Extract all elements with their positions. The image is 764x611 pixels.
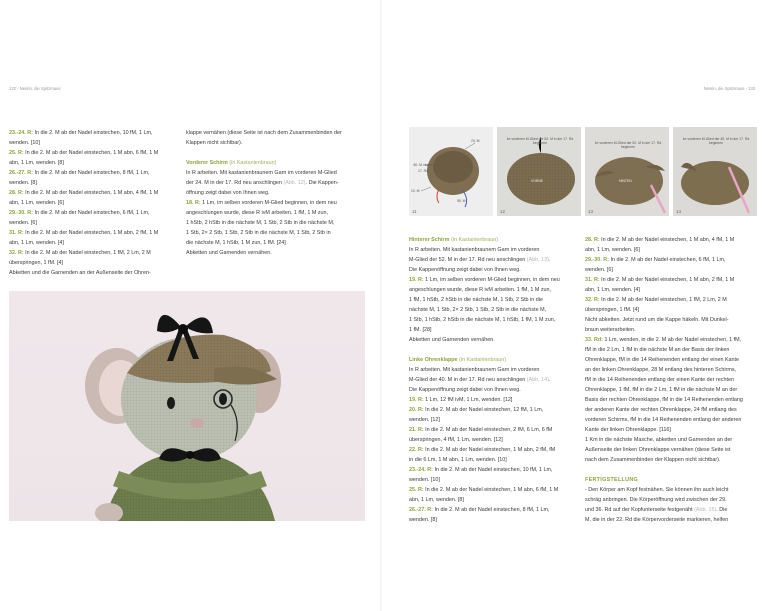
text-line (409, 375, 579, 385)
row-label: 32. R: (585, 297, 600, 303)
linke-ohrenklappe-body (409, 365, 579, 525)
row-label: 26.-27. R: (409, 507, 433, 513)
text-line (585, 485, 757, 495)
line-text: M, die in der 22. Rd die Körpervorderseite markieren, helfen (585, 517, 729, 523)
section-title-linke-ohrenklappe (409, 355, 579, 365)
text-line (585, 375, 757, 385)
text-line (186, 198, 366, 208)
line-text: schräg anbringen. Die Körperöffnung wird zwischen der 29. (585, 497, 727, 503)
text-line (585, 505, 757, 515)
line-text: in die 6 Lm, 1 M abn, 1 Lm, wenden. [10] (409, 457, 507, 463)
text-line (585, 425, 757, 435)
line-text: die nächste M, 1 hStb, 1 M zun, 1 fM. [24] (186, 240, 286, 246)
text-line (9, 248, 181, 258)
text-line (9, 208, 181, 218)
text-line (9, 178, 181, 188)
thumb-label: 17. Rd (418, 169, 428, 173)
text-line (186, 188, 366, 198)
left-column-2 (186, 128, 366, 258)
text-line (409, 405, 579, 415)
right-column-1 (409, 235, 579, 525)
text-line (585, 345, 757, 355)
text-line (585, 245, 757, 255)
line-text: In die 2. M ab der Nadel einstechen, 1 M abn, 2 fM, 1 M (23, 230, 159, 236)
line-text: 1 Lm, 12 fM ivM, 1 Lm, wenden. [12] (423, 397, 513, 403)
thumb-label: VORNE (531, 179, 544, 183)
text-line (409, 325, 579, 335)
row-label: 23.-24. R: (409, 467, 433, 473)
step-photo-14 (673, 127, 757, 216)
line-text: Abketten und Garnenden vernähen. (409, 337, 495, 343)
right-column-2-body (585, 235, 757, 465)
text-line (585, 325, 757, 335)
text-line (186, 248, 366, 258)
text-line (585, 365, 757, 375)
line-text: der anderen Kante der rechten Ohrenklappe, 24 fM entlang des (585, 407, 737, 413)
line-text: 1 hStb, 2 hStb in die nächste M, 1 Stb, 2 Stb in die nächste M, (186, 220, 335, 226)
text-line (585, 295, 757, 305)
section-subtitle: (in Kastanienbraun) (229, 160, 277, 166)
figure-reference: (Abb. 13) (526, 257, 549, 263)
line-text: Außenseite der linken Ohrenklappe vernähen (diese Seite ist (585, 447, 731, 453)
section-title-hinterer-schirm (409, 235, 579, 245)
text-line (9, 168, 181, 178)
line-text: wenden. [10] (409, 477, 440, 483)
line-text: öffnung zeigt dabei von Ihnen weg. (186, 190, 270, 196)
text-line (186, 218, 366, 228)
line-text: braun weiterarbeiten. (585, 327, 636, 333)
line-text: In die 2. M ab der Nadel einstechen, 1 M abn, 4 fM, 1 M (23, 190, 159, 196)
text-line: klappe vernähen (diese Seite ist nach dem Zusammenbinden der (186, 130, 342, 136)
row-label: 28. R: (585, 237, 600, 243)
text-line (409, 435, 579, 445)
text-line (409, 275, 579, 285)
text-line (409, 425, 579, 435)
line-text: In die 2. M ab der Nadel einstechen, 8 fM, 1 Lm, (32, 170, 150, 176)
line-text: 1 fM, 1 hStb, 2 hStb in die nächste M, 1 Stb, 2 Stb in die (409, 297, 543, 303)
step-photo-13 (585, 127, 669, 216)
row-label: 23.-24. R: (9, 130, 33, 136)
line-text: . (548, 257, 551, 263)
text-line (9, 218, 181, 228)
row-label: 31. R: (9, 230, 24, 236)
row-label: 19. R: (409, 397, 424, 403)
text-line (409, 465, 579, 475)
line-text: Die Kappenöffnung zeigt dabei von Ihnen weg. (409, 387, 521, 393)
row-label: 29.-30. R: (585, 257, 609, 263)
text-line (585, 315, 757, 325)
thumb-label: Im vorderen M-Glied der 52. M in der 17. Rd beginnen (594, 141, 662, 150)
section-subtitle: (in Kastanienbraun) (450, 237, 499, 243)
thumb-label: 60. M oben (413, 163, 431, 167)
text-line (409, 285, 579, 295)
text-line (186, 168, 366, 178)
row-label: 31. R: (585, 277, 600, 283)
line-text: nächste M, 1 Stb, 2× 2 Stb, 1 Stb, 2 Stb in die nächste M, (409, 307, 547, 313)
text-line (585, 235, 757, 245)
text-line (585, 395, 757, 405)
thumb-number: 13 (588, 209, 594, 214)
line-text: wenden. [10] (9, 140, 40, 146)
row-label: 25. R: (409, 487, 424, 493)
text-line (585, 305, 757, 315)
left-column-1 (9, 128, 181, 278)
section-title-text: Linke Ohrenklappe (409, 357, 458, 363)
text-line (9, 188, 181, 198)
line-text: . Die Kappen- (305, 180, 339, 186)
line-text: Basis der rechten Ohrenklappe, fM in die 14 Reihenenden entlang (585, 397, 743, 403)
line-text: 1 Stb, 2× 2 Stb, 1 Stb, 2 Stb in die nächste M, 1 Stb, 2 Stb in (186, 230, 331, 236)
row-label: 26.-27. R: (9, 170, 33, 176)
row-label: 20. R: (409, 407, 424, 413)
figure-reference: (Abb. 14) (526, 377, 549, 383)
text-line (409, 485, 579, 495)
line-text: 1 Lm, im selben vorderen M-Glied beginnen, in dem neu (423, 277, 560, 283)
line-text: überspringen, 4 fM, 1 Lm, wenden. [12] (409, 437, 503, 443)
hinterer-schirm-body (409, 245, 579, 345)
line-text: M-Glied der 52. M in der 17. Rd neu anschlingen (409, 257, 527, 263)
row-label: 29.-30. R: (9, 210, 33, 216)
line-text: In die 2. M ab der Nadel einstechen, 10 fM, 1 Lm, (432, 467, 553, 473)
section-title-text: Hinterer Schirm (409, 237, 450, 243)
text-line (585, 265, 757, 275)
text-line (409, 515, 579, 525)
line-text: In die 2. M ab der Nadel einstechen, 2 fM, 6 Lm, 6 fM (423, 427, 553, 433)
text-line (585, 445, 757, 455)
thumb-label: Im vorderen M-Glied der 40. M in der 17. Rd beginnen (682, 137, 750, 146)
text-line (409, 365, 579, 375)
page-header-right: Nesrin, die Spitzmaus - 133 (703, 86, 755, 91)
step-photo-11 (409, 127, 493, 216)
line-text: wenden. [8] (9, 180, 37, 186)
line-text: überspringen, 1 fM. [4] (9, 260, 63, 266)
row-label: 32. R: (9, 250, 24, 256)
row-label: 18. R: (186, 200, 201, 206)
line-text: fM in die 14 Reihenenden entlang der einen Kante der rechten (585, 377, 734, 383)
left-column-2-body (186, 168, 366, 258)
row-label: 19. R: (409, 277, 424, 283)
thumb-number: 12 (500, 209, 506, 214)
figure-reference: (Abb. 15) (694, 507, 717, 513)
line-text: In die 2. M ab der Nadel einstechen, 1 M abn, 4 fM, 1 M (599, 237, 735, 243)
line-text: abn, 1 Lm, wenden. [4] (585, 287, 640, 293)
text-line (409, 475, 579, 485)
right-page (382, 0, 764, 611)
thumb-label: Im vorderen M-Glied der 52. M in der 17. Rd beginnen (506, 137, 574, 146)
text-line (585, 405, 757, 415)
row-label: 21. R: (409, 427, 424, 433)
line-text: wenden. [6] (585, 267, 613, 273)
text-line (585, 455, 757, 465)
line-text: 1 Stb, 1 hStb, 2 hStb in die nächste M, 1 hStb, 1 fM, 1 M zun, (409, 317, 556, 323)
line-text: In die 2. M ab der Nadel einstechen, 1 M abn, 2 fM, fM (423, 447, 556, 453)
line-text: . (548, 377, 551, 383)
mouse-illustration (9, 291, 365, 521)
line-text: In die 2. M ab der Nadel einstechen, 8 fM, 1 Lm, (432, 507, 550, 513)
line-text: angeschlungen wurde, diese R ivM arbeiten. 1 fM, 1 M zun, (186, 210, 329, 216)
text-line (409, 395, 579, 405)
line-text: an der linken Ohrenklappe, 28 M entlang des hinteren Schirms, (585, 367, 737, 373)
line-text: Kante der linken Ohrenklappe. [116] (585, 427, 671, 433)
line-text: In die 2. M ab der Nadel einstechen, 1 M abn, 6 fM, 1 M (23, 150, 159, 156)
line-text: . Die (716, 507, 728, 513)
line-text: fM in die 2 Lm, 1 fM in die nächste M an der Basis der linken (585, 347, 730, 353)
amigurumi-mouse-photo (9, 291, 365, 521)
text-line (9, 258, 181, 268)
line-text: - Den Körper am Kopf festnähen. Sie können ihn auch leicht (585, 487, 729, 493)
line-text: der 24. M in der 17. Rd neu anschlingen (186, 180, 284, 186)
text-line (186, 178, 366, 188)
line-text: abn, 1 Lm, wenden. [4] (9, 240, 64, 246)
thumb-number: 11 (412, 209, 417, 214)
text-line (585, 385, 757, 395)
line-text: wenden. [8] (409, 517, 437, 523)
line-text: Nicht abketten. Jetzt rund um die Kappe häkeln. Mit Dunkel- (585, 317, 729, 323)
text-line (409, 305, 579, 315)
text-line (9, 148, 181, 158)
line-text: abn, 1 Lm, wenden. [8] (409, 497, 464, 503)
section-subtitle: (in Kastanienbraun) (459, 357, 507, 363)
line-text: Ohrenklappe, 1 fM, fM in die 2 Lm, 1 fM in die nächste M an der (585, 387, 738, 393)
text-line (585, 355, 757, 365)
line-text: Ohrenklappe, fM in die 14 Reihenenden entlang der einen Kante (585, 357, 740, 363)
line-text: Abketten und die Garnenden an der Außenseite der Ohren- (9, 270, 151, 276)
text-line (9, 228, 181, 238)
line-text: In die 2. M ab der Nadel einstechen, 6 fM, 1 Lm, (608, 257, 726, 263)
line-text: Abketten und Garnenden vernähen. (186, 250, 272, 256)
line-text: In die 2. M ab der Nadel einstechen, 1 M abn, 6 fM, 1 M (423, 487, 559, 493)
text-line: Klappen nicht sichtbar). (186, 140, 243, 146)
fertigstellung-body (585, 485, 757, 525)
line-text: Die Kappenöffnung zeigt dabei von Ihnen weg. (409, 267, 521, 273)
text-line (9, 128, 181, 138)
row-label: 25. R: (9, 150, 24, 156)
text-line (186, 238, 366, 248)
line-text: In R arbeiten. Mit kastanienbraunem Garn im vorderen (409, 367, 540, 373)
text-line (9, 158, 181, 168)
section-title-vorderer-schirm (186, 158, 366, 168)
line-text: und 36. Rd auf der Kopfunterseite festgenäht (585, 507, 695, 513)
thumb-label: 55. M (457, 199, 466, 203)
text-line (585, 495, 757, 505)
text-line (585, 435, 757, 445)
line-text: vorderen Schirms, fM in die 14 Reihenenden entlang der anderen (585, 417, 742, 423)
text-line (409, 505, 579, 515)
text-line (9, 198, 181, 208)
thumb-label: 23. M (471, 139, 480, 143)
text-line (409, 255, 579, 265)
text-line (585, 515, 757, 525)
thumb-label: 10. M (411, 189, 420, 193)
thumb-number: 14 (676, 209, 682, 214)
line-text: In die 2. M ab der Nadel einstechen, 12 fM, 1 Lm, (423, 407, 544, 413)
line-text: 1 fM. [28] (409, 327, 432, 333)
text-line (585, 415, 757, 425)
section-title-text: Vorderer Schirm (186, 160, 228, 166)
text-line (186, 208, 366, 218)
text-line (409, 245, 579, 255)
line-text: angeschlungen wurde, diese R ivM arbeiten. 1 fM, 1 M zun, (409, 287, 552, 293)
text-line (585, 335, 757, 345)
text-line (585, 275, 757, 285)
line-text: In die 2. M ab der Nadel einstechen, 6 fM, 1 Lm, (32, 210, 150, 216)
line-text: In die 2. M ab der Nadel einstechen, 1 fM, 2 Lm, 2 M (599, 297, 727, 303)
line-text: nach dem Zusammenbinden der Klappen nicht sichtbar). (585, 457, 721, 463)
line-text: überspringen, 1 fM. [4] (585, 307, 639, 313)
text-line (409, 265, 579, 275)
text-line (186, 228, 366, 238)
text-line (409, 335, 579, 345)
text-line (409, 315, 579, 325)
line-text: abn, 1 Lm, wenden. [6] (9, 200, 64, 206)
text-line (409, 445, 579, 455)
line-text: In die 2. M ab der Nadel einstechen, 10 fM, 1 Lm, (32, 130, 153, 136)
thumb-label: HINTEN (619, 179, 632, 183)
text-line (409, 455, 579, 465)
step-photo-12 (497, 127, 581, 216)
line-text: M-Glied der 40. M in der 17. Rd neu anschlingen (409, 377, 527, 383)
page-header-left: 132 - Nesrin, die Spitzmaus (9, 86, 61, 91)
row-label: 28. R: (9, 190, 24, 196)
text-line (9, 268, 181, 278)
line-text: In R arbeiten. Mit kastanienbraunem Garn im vorderen M-Glied (186, 170, 337, 176)
section-title-fertigstellung: FERTIGSTELLUNG (585, 477, 639, 483)
row-label: 33. Rd: (585, 337, 603, 343)
text-line (9, 138, 181, 148)
figure-reference: (Abb. 12) (283, 180, 306, 186)
line-text: abn, 1 Lm, wenden. [8] (9, 160, 64, 166)
text-line (585, 255, 757, 265)
text-line (409, 495, 579, 505)
text-line (409, 295, 579, 305)
line-text: In R arbeiten. Mit kastanienbraunem Garn im vorderen (409, 247, 540, 253)
line-text: 1 Lm, im selben vorderen M-Glied beginnen, in dem neu (200, 200, 337, 206)
line-text: wenden. [6] (9, 220, 37, 226)
line-text: 1 Km in die nächste Masche, abketten und Garnenden an der (585, 437, 733, 443)
text-line (409, 415, 579, 425)
text-line (409, 385, 579, 395)
line-text: In die 2. M ab der Nadel einstechen, 1 M abn, 2 fM, 1 M (599, 277, 735, 283)
line-text: In die 2. M ab der Nadel einstechen, 1 fM, 2 Lm, 2 M (23, 250, 151, 256)
text-line (9, 238, 181, 248)
text-line (585, 285, 757, 295)
line-text: wenden. [12] (409, 417, 440, 423)
right-column-2 (585, 235, 757, 525)
line-text: 1 Lm, wenden, in die 2. M ab der Nadel einstechen, 1 fM, (602, 337, 742, 343)
line-text: abn, 1 Lm, wenden. [6] (585, 247, 640, 253)
row-label: 22. R: (409, 447, 424, 453)
